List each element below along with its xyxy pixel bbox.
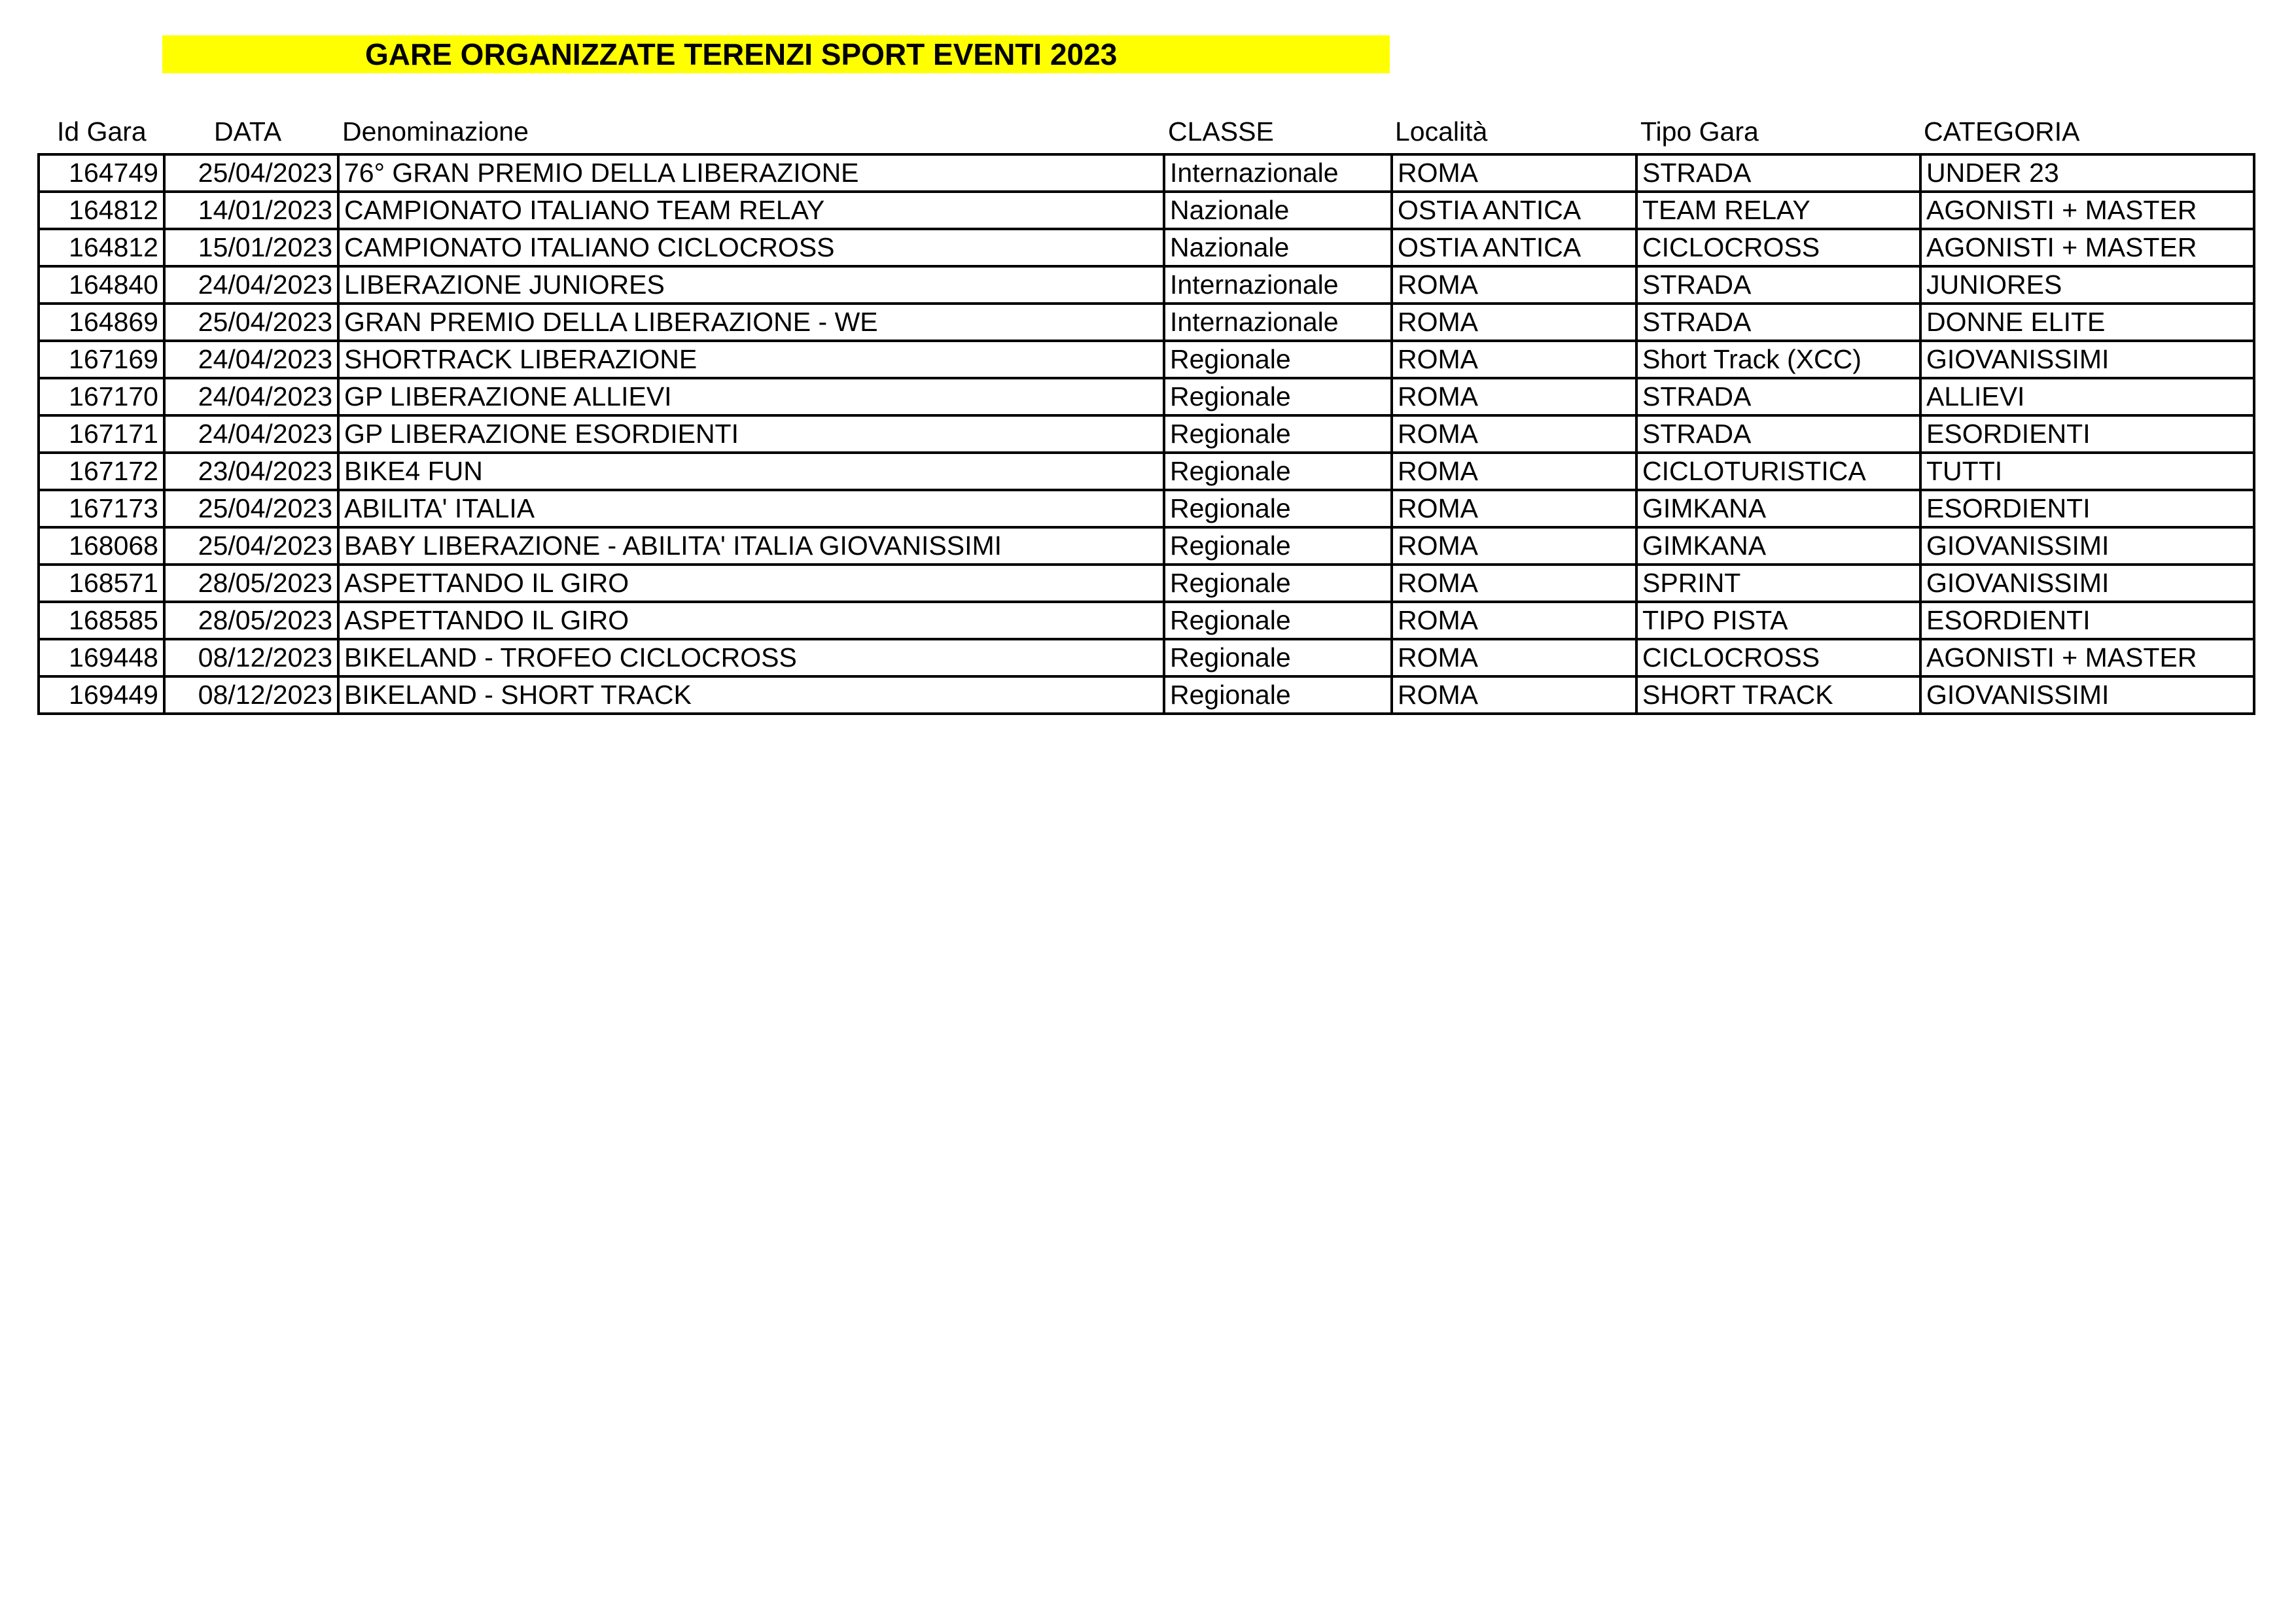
header-id: Id Gara bbox=[57, 116, 147, 147]
cell-category: ESORDIENTI bbox=[1920, 415, 2254, 453]
table-row bbox=[39, 676, 2254, 714]
table-row bbox=[39, 602, 2254, 639]
page-title: GARE ORGANIZZATE TERENZI SPORT EVENTI 2023 bbox=[365, 37, 1118, 71]
cell-category: TUTTI bbox=[1920, 453, 2254, 490]
cell-location: ROMA bbox=[1392, 154, 1636, 192]
cell-class: Nazionale bbox=[1164, 229, 1392, 266]
cell-class: Internazionale bbox=[1164, 154, 1392, 192]
cell-category: ESORDIENTI bbox=[1920, 490, 2254, 527]
cell-date: 28/05/2023 bbox=[164, 602, 338, 639]
table-header bbox=[37, 110, 2253, 153]
races-table bbox=[37, 153, 2255, 715]
cell-name: BIKE4 FUN bbox=[338, 453, 1164, 490]
cell-type: TEAM RELAY bbox=[1636, 192, 1920, 229]
cell-location: ROMA bbox=[1392, 453, 1636, 490]
cell-category: JUNIORES bbox=[1920, 266, 2254, 304]
cell-type: CICLOCROSS bbox=[1636, 229, 1920, 266]
cell-id: 169449 bbox=[39, 676, 164, 714]
cell-id: 164749 bbox=[39, 154, 164, 192]
cell-type: GIMKANA bbox=[1636, 490, 1920, 527]
cell-class: Regionale bbox=[1164, 602, 1392, 639]
cell-category: GIOVANISSIMI bbox=[1920, 341, 2254, 378]
cell-date: 23/04/2023 bbox=[164, 453, 338, 490]
cell-id: 164840 bbox=[39, 266, 164, 304]
cell-location: OSTIA ANTICA bbox=[1392, 229, 1636, 266]
cell-class: Regionale bbox=[1164, 378, 1392, 415]
cell-category: GIOVANISSIMI bbox=[1920, 676, 2254, 714]
table-row bbox=[39, 304, 2254, 341]
cell-location: ROMA bbox=[1392, 378, 1636, 415]
cell-name: 76° GRAN PREMIO DELLA LIBERAZIONE bbox=[338, 154, 1164, 192]
cell-location: OSTIA ANTICA bbox=[1392, 192, 1636, 229]
cell-category: GIOVANISSIMI bbox=[1920, 565, 2254, 602]
cell-class: Regionale bbox=[1164, 676, 1392, 714]
table-row bbox=[39, 154, 2254, 192]
cell-id: 167172 bbox=[39, 453, 164, 490]
cell-name: CAMPIONATO ITALIANO TEAM RELAY bbox=[338, 192, 1164, 229]
cell-category: GIOVANISSIMI bbox=[1920, 527, 2254, 565]
cell-category: ESORDIENTI bbox=[1920, 602, 2254, 639]
cell-class: Regionale bbox=[1164, 415, 1392, 453]
cell-category: DONNE ELITE bbox=[1920, 304, 2254, 341]
cell-id: 167170 bbox=[39, 378, 164, 415]
header-name: Denominazione bbox=[342, 116, 529, 147]
table-row bbox=[39, 266, 2254, 304]
cell-category: UNDER 23 bbox=[1920, 154, 2254, 192]
cell-id: 169448 bbox=[39, 639, 164, 676]
cell-name: GP LIBERAZIONE ALLIEVI bbox=[338, 378, 1164, 415]
cell-class: Internazionale bbox=[1164, 266, 1392, 304]
cell-name: LIBERAZIONE JUNIORES bbox=[338, 266, 1164, 304]
cell-id: 167173 bbox=[39, 490, 164, 527]
cell-type: CICLOCROSS bbox=[1636, 639, 1920, 676]
cell-name: GP LIBERAZIONE ESORDIENTI bbox=[338, 415, 1164, 453]
cell-id: 164869 bbox=[39, 304, 164, 341]
cell-type: STRADA bbox=[1636, 378, 1920, 415]
table-row bbox=[39, 490, 2254, 527]
cell-date: 24/04/2023 bbox=[164, 341, 338, 378]
cell-name: BIKELAND - TROFEO CICLOCROSS bbox=[338, 639, 1164, 676]
cell-name: ABILITA' ITALIA bbox=[338, 490, 1164, 527]
cell-location: ROMA bbox=[1392, 602, 1636, 639]
cell-date: 14/01/2023 bbox=[164, 192, 338, 229]
header-category: CATEGORIA bbox=[1924, 116, 2080, 147]
title-banner bbox=[162, 35, 1390, 73]
cell-type: STRADA bbox=[1636, 304, 1920, 341]
cell-location: ROMA bbox=[1392, 676, 1636, 714]
cell-id: 164812 bbox=[39, 229, 164, 266]
cell-date: 15/01/2023 bbox=[164, 229, 338, 266]
cell-date: 24/04/2023 bbox=[164, 378, 338, 415]
cell-name: BABY LIBERAZIONE - ABILITA' ITALIA GIOVANISSIMI bbox=[338, 527, 1164, 565]
cell-location: ROMA bbox=[1392, 639, 1636, 676]
cell-date: 25/04/2023 bbox=[164, 154, 338, 192]
cell-date: 28/05/2023 bbox=[164, 565, 338, 602]
table-row bbox=[39, 453, 2254, 490]
cell-name: CAMPIONATO ITALIANO CICLOCROSS bbox=[338, 229, 1164, 266]
cell-date: 25/04/2023 bbox=[164, 304, 338, 341]
cell-location: ROMA bbox=[1392, 565, 1636, 602]
table-row bbox=[39, 415, 2254, 453]
cell-name: BIKELAND - SHORT TRACK bbox=[338, 676, 1164, 714]
cell-location: ROMA bbox=[1392, 304, 1636, 341]
table-row bbox=[39, 229, 2254, 266]
cell-class: Regionale bbox=[1164, 453, 1392, 490]
cell-date: 24/04/2023 bbox=[164, 415, 338, 453]
cell-name: SHORTRACK LIBERAZIONE bbox=[338, 341, 1164, 378]
cell-location: ROMA bbox=[1392, 266, 1636, 304]
races-table-body bbox=[39, 154, 2254, 714]
cell-type: TIPO PISTA bbox=[1636, 602, 1920, 639]
cell-type: CICLOTURISTICA bbox=[1636, 453, 1920, 490]
cell-type: SPRINT bbox=[1636, 565, 1920, 602]
header-location: Località bbox=[1395, 116, 1488, 147]
cell-id: 164812 bbox=[39, 192, 164, 229]
table-row bbox=[39, 527, 2254, 565]
header-class: CLASSE bbox=[1168, 116, 1274, 147]
cell-class: Regionale bbox=[1164, 639, 1392, 676]
cell-class: Regionale bbox=[1164, 565, 1392, 602]
cell-category: ALLIEVI bbox=[1920, 378, 2254, 415]
table-row bbox=[39, 192, 2254, 229]
cell-type: SHORT TRACK bbox=[1636, 676, 1920, 714]
cell-location: ROMA bbox=[1392, 527, 1636, 565]
header-date: DATA bbox=[214, 116, 282, 147]
cell-type: STRADA bbox=[1636, 266, 1920, 304]
header-type: Tipo Gara bbox=[1640, 116, 1759, 147]
cell-date: 08/12/2023 bbox=[164, 639, 338, 676]
cell-class: Nazionale bbox=[1164, 192, 1392, 229]
cell-date: 08/12/2023 bbox=[164, 676, 338, 714]
cell-name: ASPETTANDO IL GIRO bbox=[338, 565, 1164, 602]
table-row bbox=[39, 639, 2254, 676]
cell-class: Regionale bbox=[1164, 527, 1392, 565]
cell-type: GIMKANA bbox=[1636, 527, 1920, 565]
cell-id: 168571 bbox=[39, 565, 164, 602]
cell-id: 167171 bbox=[39, 415, 164, 453]
cell-name: GRAN PREMIO DELLA LIBERAZIONE - WE bbox=[338, 304, 1164, 341]
cell-location: ROMA bbox=[1392, 341, 1636, 378]
cell-date: 25/04/2023 bbox=[164, 490, 338, 527]
cell-category: AGONISTI + MASTER bbox=[1920, 229, 2254, 266]
cell-location: ROMA bbox=[1392, 490, 1636, 527]
table-row bbox=[39, 565, 2254, 602]
cell-id: 167169 bbox=[39, 341, 164, 378]
cell-category: AGONISTI + MASTER bbox=[1920, 192, 2254, 229]
cell-class: Internazionale bbox=[1164, 304, 1392, 341]
table-row bbox=[39, 378, 2254, 415]
cell-name: ASPETTANDO IL GIRO bbox=[338, 602, 1164, 639]
cell-category: AGONISTI + MASTER bbox=[1920, 639, 2254, 676]
cell-id: 168585 bbox=[39, 602, 164, 639]
table-row bbox=[39, 341, 2254, 378]
cell-location: ROMA bbox=[1392, 415, 1636, 453]
cell-date: 25/04/2023 bbox=[164, 527, 338, 565]
cell-id: 168068 bbox=[39, 527, 164, 565]
cell-type: Short Track (XCC) bbox=[1636, 341, 1920, 378]
cell-class: Regionale bbox=[1164, 490, 1392, 527]
cell-type: STRADA bbox=[1636, 154, 1920, 192]
cell-type: STRADA bbox=[1636, 415, 1920, 453]
cell-date: 24/04/2023 bbox=[164, 266, 338, 304]
cell-class: Regionale bbox=[1164, 341, 1392, 378]
